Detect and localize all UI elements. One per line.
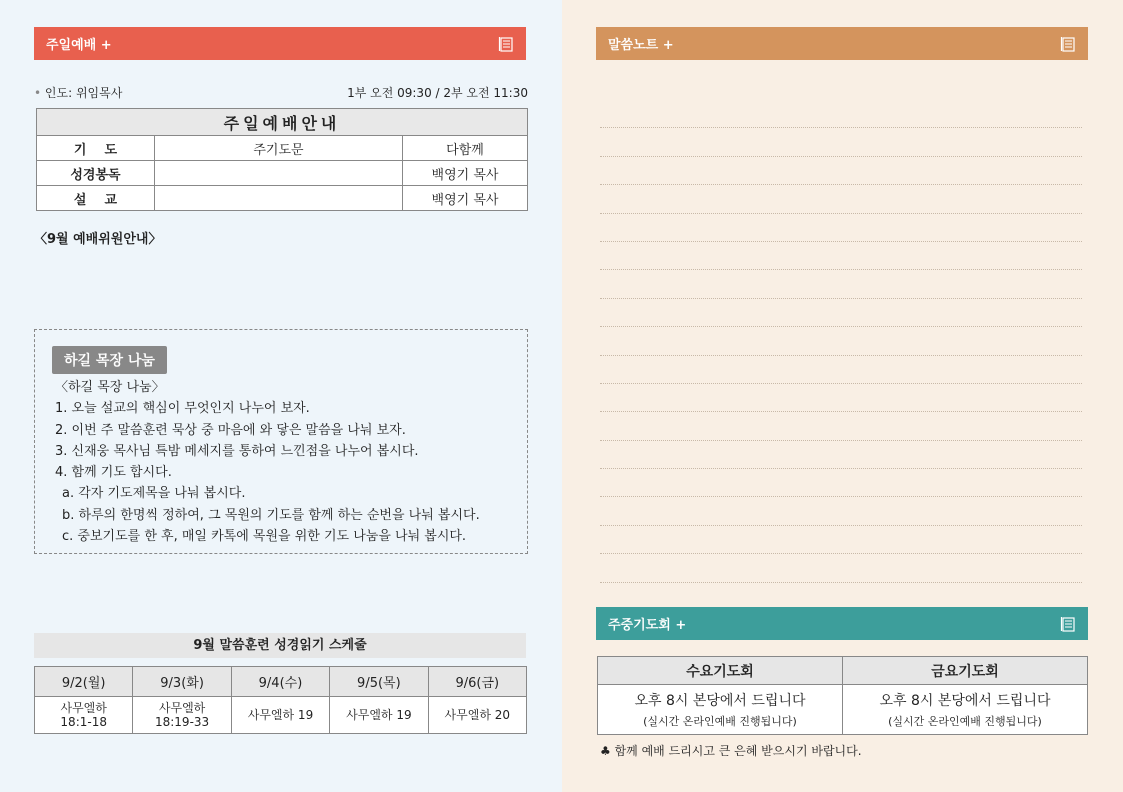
row-person: 백영기 목사: [403, 161, 528, 186]
sharing-line: b. 하루의 한명씩 정하여, 그 목원의 기도를 함께 하는 순번을 나눠 봅시다.: [62, 507, 480, 523]
sharing-line: 4. 함께 기도 합시다.: [55, 465, 172, 481]
table-row: [37, 136, 528, 161]
schedule-header-row: [35, 667, 527, 697]
note-line[interactable]: [600, 356, 1082, 384]
schedule-date-header: 9/5(목): [330, 667, 428, 697]
sharing-line: 2. 이번 주 말씀훈련 묵상 중 마음에 와 닿은 말씀을 나눠 보자.: [55, 422, 406, 438]
note-line[interactable]: [600, 327, 1082, 355]
note-line[interactable]: [600, 497, 1082, 525]
friday-prayer-header: 금요기도회: [843, 657, 1088, 685]
sharing-line: 1. 오늘 설교의 핵심이 무엇인지 나누어 보자.: [55, 401, 310, 417]
note-line[interactable]: [600, 469, 1082, 497]
reading-text: 18:19-33: [154, 715, 210, 729]
row-person: 백영기 목사: [403, 186, 528, 211]
note-line[interactable]: [600, 554, 1082, 582]
weekday-prayer-bar[interactable]: [596, 607, 1088, 640]
note-line[interactable]: [600, 384, 1082, 412]
reading-text: 사무엘하: [158, 701, 206, 715]
prayer-time: 오후 8시 본당에서 드립니다: [634, 693, 806, 709]
document-list-icon[interactable]: [1060, 616, 1076, 632]
prayer-table: [597, 656, 1088, 735]
table-row: [37, 161, 528, 186]
closing-message: [600, 742, 862, 759]
weekday-prayer-title: 주중기도회 +: [608, 618, 687, 633]
row-content: 주기도문: [155, 136, 403, 161]
schedule-reading-cell: [231, 697, 329, 734]
club-icon: ♣: [600, 744, 611, 758]
sharing-box: [34, 329, 528, 554]
row-content: [155, 186, 403, 211]
sermon-notes-bar[interactable]: [596, 27, 1088, 60]
note-lines[interactable]: [600, 100, 1082, 611]
note-line[interactable]: [600, 214, 1082, 242]
reading-text: 사무엘하 20: [444, 708, 510, 722]
row-content: [155, 161, 403, 186]
row-label: 성경봉독: [37, 161, 155, 186]
sunday-service-bar[interactable]: [34, 27, 526, 60]
note-line[interactable]: [600, 270, 1082, 298]
prayer-note: (실시간 온라인예배 진행됩니다): [888, 715, 1042, 728]
document-list-icon[interactable]: [1060, 36, 1076, 52]
reading-text: 18:1-18: [60, 715, 107, 729]
wednesday-prayer-header: 수요기도회: [598, 657, 843, 685]
note-line[interactable]: [600, 412, 1082, 440]
leader-line: [34, 84, 528, 101]
sharing-tab: 하길 목장 나눔: [52, 346, 167, 374]
sharing-line: 〈하길 목장 나눔〉: [55, 380, 165, 395]
note-line[interactable]: [600, 157, 1082, 185]
row-label: 기 도: [37, 136, 155, 161]
note-line[interactable]: [600, 128, 1082, 156]
service-table-title: 주일예배안내: [37, 109, 528, 136]
service-times: 1부 오전 09:30 / 2부 오전 11:30: [347, 86, 528, 100]
document-list-icon[interactable]: [498, 36, 514, 52]
reading-text: 사무엘하 19: [247, 708, 314, 722]
reading-text: 사무엘하: [60, 701, 107, 715]
wednesday-prayer-cell: [598, 685, 843, 735]
leader-text: [34, 84, 122, 101]
prayer-time: 오후 8시 본당에서 드립니다: [879, 693, 1051, 709]
schedule-date-header: 9/2(월): [35, 667, 133, 697]
note-line[interactable]: [600, 242, 1082, 270]
schedule-reading-cell: [35, 697, 133, 734]
sermon-notes-title: 말씀노트 +: [608, 38, 674, 53]
sharing-line: a. 각자 기도제목을 나눠 봅시다.: [62, 486, 246, 502]
sharing-line: 3. 신재웅 목사님 특밤 메세지를 통하여 느낀점을 나누어 봅시다.: [55, 443, 419, 459]
friday-prayer-cell: [843, 685, 1088, 735]
sunday-service-title: 주일예배 +: [46, 38, 112, 53]
note-line[interactable]: [600, 185, 1082, 213]
committee-heading: 〈9월 예배위원안내〉: [34, 232, 162, 247]
schedule-date-header: 9/3(화): [133, 667, 231, 697]
table-row: [37, 186, 528, 211]
schedule-title: 9월 말씀훈련 성경읽기 스케줄: [34, 633, 526, 658]
service-table: [36, 108, 528, 211]
schedule-reading-cell: [428, 697, 526, 734]
schedule-date-header: 9/4(수): [231, 667, 329, 697]
note-line[interactable]: [600, 441, 1082, 469]
schedule-reading-cell: [330, 697, 428, 734]
note-line[interactable]: [600, 100, 1082, 128]
note-line[interactable]: [600, 526, 1082, 554]
leader-name: 인도: 위임목사: [44, 86, 123, 100]
schedule-reading-cell: [133, 697, 231, 734]
row-person: 다함께: [403, 136, 528, 161]
sharing-body: [55, 377, 480, 547]
note-line[interactable]: [600, 299, 1082, 327]
schedule-date-header: 9/6(금): [428, 667, 526, 697]
schedule-body-row: [35, 697, 527, 734]
reading-text: 사무엘하 19: [346, 708, 412, 722]
row-label: 설 교: [37, 186, 155, 211]
closing-text: 함께 예배 드리시고 큰 은혜 받으시기 바랍니다.: [614, 744, 862, 758]
schedule-table: [34, 666, 527, 734]
sharing-line: c. 중보기도를 한 후, 매일 카톡에 목원을 위한 기도 나눔을 나눠 봅시다.: [62, 529, 467, 545]
bullet: •: [34, 86, 42, 100]
prayer-note: (실시간 온라인예배 진행됩니다): [643, 715, 797, 728]
